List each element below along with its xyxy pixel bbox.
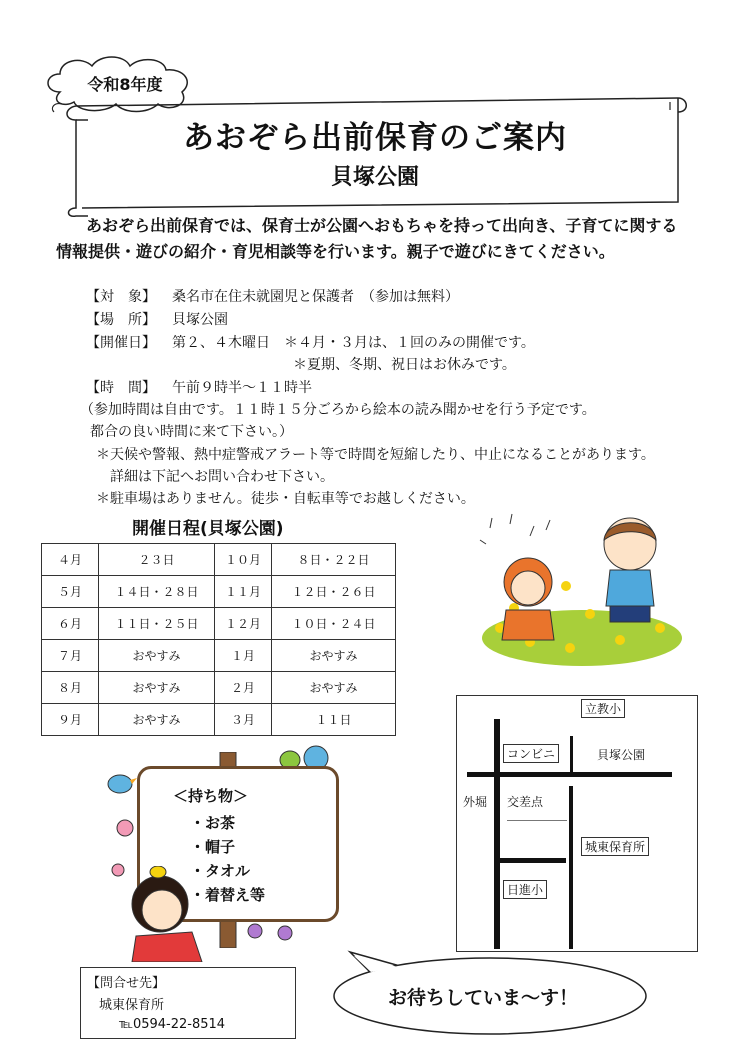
schedule-table: [41, 543, 396, 736]
schedule-month: １月: [215, 640, 272, 672]
schedule-month: ７月: [42, 640, 99, 672]
time-label: 【時 間】: [86, 380, 156, 396]
schedule-dates: おやすみ: [272, 640, 396, 672]
schedule-month: ２月: [215, 672, 272, 704]
weather-note-2: 詳細は下記へお問い合わせ下さい。: [110, 469, 334, 485]
bird-icon: [104, 768, 138, 798]
page-subtitle: 貝塚公園: [330, 165, 419, 190]
schedule-month: ８月: [42, 672, 99, 704]
target-label: 【対 象】: [86, 289, 156, 305]
children-playing-illustration: [470, 510, 695, 670]
schedule-row: [42, 544, 396, 576]
dates-label: 【開催日】: [86, 335, 156, 351]
map-label-rikkyo-school: 立教小: [581, 699, 625, 718]
closing-message: お待ちしていま～す！: [388, 987, 579, 1009]
schedule-dates: おやすみ: [99, 640, 215, 672]
road-vertical-right: [569, 786, 573, 949]
schedule-dates: １４日・２８日: [99, 576, 215, 608]
schedule-dates: １１日・２５日: [99, 608, 215, 640]
belongings-item: ・着替え等: [190, 886, 266, 904]
page-title: あおぞら出前保育のご案内: [183, 120, 567, 156]
belongings-item: ・帽子: [190, 838, 236, 856]
flower-icon: [115, 818, 135, 838]
schedule-month: ６月: [42, 608, 99, 640]
flower-icon: [276, 924, 294, 942]
schedule-month: １２月: [215, 608, 272, 640]
contact-heading: 【問合せ先】: [87, 976, 166, 991]
dates-note: ＊夏期、冬期、祝日はお休みです。: [293, 357, 516, 373]
time-value: 午前９時半～１１時半: [172, 380, 312, 396]
schedule-month: ５月: [42, 576, 99, 608]
road-side-line: [507, 820, 567, 821]
fiscal-year-label: 令和8年度: [87, 75, 163, 94]
schedule-dates: １１日: [272, 704, 396, 736]
intro-line-2: 情報提供・遊びの紹介・育児相談等を行います。親子で遊びにきてください。: [56, 242, 615, 261]
schedule-month: １０月: [215, 544, 272, 576]
schedule-dates: １０日・２４日: [272, 608, 396, 640]
schedule-row: [42, 576, 396, 608]
access-map: [456, 695, 698, 952]
schedule-dates: おやすみ: [272, 672, 396, 704]
place-label: 【場 所】: [86, 312, 156, 328]
girl-holding-sign-illustration: [122, 866, 222, 962]
schedule-row: [42, 640, 396, 672]
map-label-intersection: 交差点: [507, 795, 544, 809]
intro-line-1: あおぞら出前保育では、保育士が公園へおもちゃを持って出向き、子育てに関する: [86, 216, 678, 235]
schedule-row: [42, 608, 396, 640]
parking-note: ＊駐車場はありません。徒歩・自転車等でお越しください。: [96, 491, 475, 507]
road-horizontal-lower: [494, 858, 566, 863]
contact-name: 城東保育所: [99, 998, 165, 1013]
schedule-month: ３月: [215, 704, 272, 736]
road-vertical-left: [494, 719, 500, 949]
road-short-north: [570, 736, 573, 776]
dates-value: 第２、４木曜日 ＊４月・３月は、１回のみの開催です。: [172, 335, 535, 351]
schedule-dates: おやすみ: [99, 672, 215, 704]
contact-box: [80, 967, 296, 1039]
map-label-sotobori: 外堀: [463, 795, 488, 809]
map-label-kaizuka-park: 貝塚公園: [597, 748, 646, 762]
map-label-joto-nursery: 城東保育所: [581, 837, 649, 856]
intro-paragraph: [56, 213, 716, 265]
contact-tel: ℡0594-22-8514: [119, 1017, 226, 1032]
schedule-month: １１月: [215, 576, 272, 608]
schedule-title: 開催日程(貝塚公園): [132, 519, 284, 539]
place-value: 貝塚公園: [172, 312, 228, 328]
map-label-convenience-store: コンビニ: [503, 744, 559, 763]
time-note-1: （参加時間は自由です。１１時１５分ごろから絵本の読み聞かせを行う予定です。: [80, 402, 596, 418]
schedule-dates: ８日・２２日: [272, 544, 396, 576]
schedule-dates: １２日・２６日: [272, 576, 396, 608]
schedule-month: ９月: [42, 704, 99, 736]
belongings-item: ・お茶: [190, 814, 236, 832]
schedule-row: [42, 704, 396, 736]
map-label-nisshin-school: 日進小: [503, 880, 547, 899]
schedule-row: [42, 672, 396, 704]
time-note-2: 都合の良い時間に来て下さい。）: [90, 424, 293, 440]
flower-icon: [246, 922, 264, 940]
schedule-month: ４月: [42, 544, 99, 576]
belongings-item: ・タオル: [190, 862, 251, 880]
schedule-dates: ２３日: [99, 544, 215, 576]
weather-note-1: ＊天候や警報、熱中症警戒アラート等で時間を短縮したり、中止になることがあります。: [96, 447, 655, 463]
belongings-title: ＜持ち物＞: [173, 787, 249, 805]
schedule-dates: おやすみ: [99, 704, 215, 736]
target-value: 桑名市在住未就園児と保護者 （参加は無料）: [172, 289, 459, 305]
